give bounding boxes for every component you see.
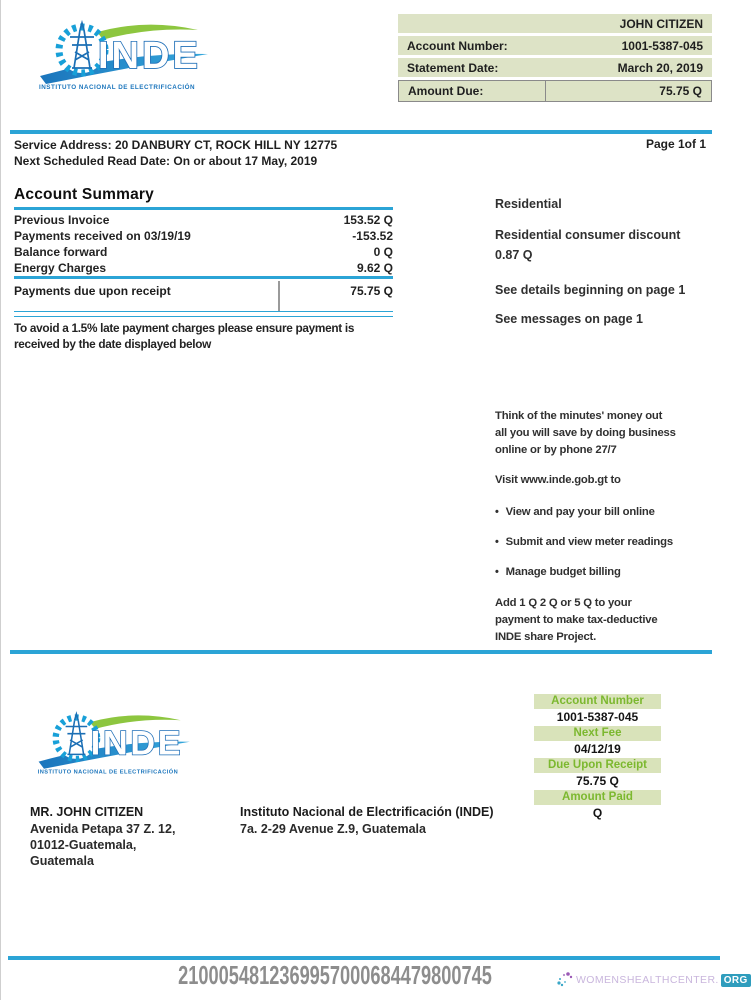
footer-rule bbox=[8, 956, 720, 960]
row-label: Balance forward bbox=[14, 245, 108, 259]
logo-graphic bbox=[26, 12, 216, 86]
summary-row-balance-forward bbox=[14, 244, 393, 260]
bullet-icon bbox=[495, 504, 499, 521]
promo-share-line: INDE share Project. bbox=[495, 631, 597, 643]
notice-line: To avoid a 1.5% late payment charges please ensure payment is bbox=[14, 321, 355, 335]
logo-tagline: INSTITUTO NACIONAL DE ELECTRIFICACIÓN bbox=[39, 84, 196, 91]
stub-due-upon-receipt-value: 75.75 Q bbox=[534, 774, 661, 789]
promo-intro-line: all you will save by doing business bbox=[495, 427, 676, 439]
inde-logo-bottom bbox=[26, 704, 197, 775]
stub-amount-paid-label: Amount Paid bbox=[534, 790, 661, 805]
row-label: Payments received on 03/19/19 bbox=[14, 229, 191, 243]
company-address bbox=[240, 804, 494, 837]
header-rule bbox=[10, 130, 712, 134]
logo-wordmark: INDE bbox=[90, 724, 184, 763]
payments-due-value: 75.75 Q bbox=[350, 283, 393, 298]
summary-rule-top bbox=[14, 207, 393, 210]
recipient-address bbox=[30, 804, 175, 869]
service-address: Service Address: 20 DANBURY CT, ROCK HILL NY 12775 bbox=[14, 138, 338, 152]
recipient-address-line: Avenida Petapa 37 Z. 12, bbox=[30, 822, 176, 836]
inde-logo-top bbox=[26, 12, 216, 91]
scanline-number: 2100054812369957000684479800745 bbox=[178, 960, 492, 990]
promo-bullet bbox=[495, 504, 695, 521]
right-info-column bbox=[495, 196, 710, 327]
row-label: Energy Charges bbox=[14, 261, 107, 275]
logo-graphic bbox=[26, 704, 197, 771]
promo-bullet-list bbox=[495, 504, 695, 581]
promo-bullet-text: Submit and view meter readings bbox=[505, 536, 673, 548]
promo-column bbox=[495, 408, 695, 659]
rate-class: Residential bbox=[495, 197, 562, 211]
row-label: Previous Invoice bbox=[14, 213, 110, 227]
promo-intro-line: online or by phone 27/7 bbox=[495, 444, 617, 456]
messages-note: See messages on page 1 bbox=[495, 312, 643, 326]
notice-line: received by the date displayed below bbox=[14, 336, 212, 351]
account-number-value: 1001-5387-045 bbox=[621, 38, 703, 53]
recipient-name: MR. JOHN CITIZEN bbox=[30, 805, 144, 819]
statement-date-row bbox=[398, 58, 712, 77]
service-block bbox=[14, 137, 337, 169]
amount-due-row bbox=[398, 80, 712, 102]
payments-due-row bbox=[14, 282, 393, 299]
summary-row-previous-invoice bbox=[14, 212, 393, 228]
statement-date-value: March 20, 2019 bbox=[617, 60, 703, 75]
promo-bullet bbox=[495, 534, 695, 551]
row-value: -153.52 bbox=[352, 229, 393, 243]
amount-due-label: Amount Due: bbox=[408, 84, 484, 98]
row-value: 0 Q bbox=[373, 245, 393, 259]
statement-date-label: Statement Date: bbox=[407, 60, 499, 75]
bullet-icon bbox=[495, 564, 499, 581]
watermark bbox=[556, 971, 751, 989]
customer-name: JOHN CITIZEN bbox=[619, 16, 703, 31]
company-name: Instituto Nacional de Electrificación (INDE) bbox=[240, 805, 494, 819]
account-info-box bbox=[398, 14, 712, 102]
due-row-divider bbox=[278, 281, 280, 312]
summary-row-payments-received bbox=[14, 228, 393, 244]
stub-account-number-value: 1001-5387-045 bbox=[534, 710, 661, 725]
promo-visit: Visit www.inde.gob.gt to bbox=[495, 474, 621, 486]
account-number-row bbox=[398, 36, 712, 55]
page-edge bbox=[0, 0, 1, 1000]
watermark-text: WOMENSHEALTHCENTER. bbox=[576, 974, 719, 986]
promo-intro bbox=[495, 408, 695, 459]
account-summary-title: Account Summary bbox=[14, 186, 154, 203]
payment-stub bbox=[534, 694, 661, 822]
watermark-dots-icon bbox=[556, 971, 574, 989]
stub-next-fee-value: 04/12/19 bbox=[534, 742, 661, 757]
details-note: See details beginning on page 1 bbox=[495, 283, 686, 297]
promo-share-line: Add 1 Q 2 Q or 5 Q to your bbox=[495, 597, 632, 609]
customer-name-row bbox=[398, 14, 712, 33]
payments-due-label: Payments due upon receipt bbox=[14, 283, 171, 298]
page-indicator: Page 1of 1 bbox=[645, 137, 706, 151]
promo-bullet-text: View and pay your bill online bbox=[505, 506, 655, 518]
logo-tagline: INSTITUTO NACIONAL DE ELECTRIFICACIÓN bbox=[37, 768, 179, 776]
section-divider bbox=[10, 650, 712, 654]
amount-due-value: 75.75 Q bbox=[545, 81, 711, 101]
late-payment-notice bbox=[14, 321, 354, 352]
recipient-address-line: 01012-Guatemala, bbox=[30, 838, 137, 852]
summary-double-rule bbox=[14, 311, 393, 317]
next-read-date: Next Scheduled Read Date: On or about 17 May, 2019 bbox=[14, 154, 318, 168]
discount-amount: 0.87 Q bbox=[495, 248, 533, 262]
summary-row-energy-charges bbox=[14, 260, 393, 276]
summary-rule-bottom bbox=[14, 276, 393, 279]
recipient-address-line: Guatemala bbox=[30, 854, 94, 868]
stub-amount-paid-value: Q bbox=[534, 806, 661, 821]
promo-bullet-text: Manage budget billing bbox=[505, 566, 621, 578]
logo-wordmark: INDE bbox=[98, 35, 201, 77]
row-value: 153.52 Q bbox=[343, 213, 393, 227]
stub-next-fee-label: Next Fee bbox=[534, 726, 661, 741]
promo-intro-line: Think of the minutes' money out bbox=[495, 410, 663, 422]
row-value: 9.62 Q bbox=[356, 261, 393, 275]
discount-label: Residential consumer discount bbox=[495, 228, 681, 242]
promo-share-line: payment to make tax-deductive bbox=[495, 614, 658, 626]
bullet-icon bbox=[495, 534, 499, 551]
promo-share bbox=[495, 595, 695, 646]
account-number-label: Account Number: bbox=[407, 38, 508, 53]
watermark-badge: ORG bbox=[721, 974, 751, 987]
promo-bullet bbox=[495, 564, 695, 581]
summary-rows bbox=[14, 212, 393, 276]
company-address-line: 7a. 2-29 Avenue Z.9, Guatemala bbox=[240, 822, 426, 836]
stub-due-upon-receipt-label: Due Upon Receipt bbox=[534, 758, 661, 773]
stub-account-number-label: Account Number bbox=[534, 694, 661, 709]
